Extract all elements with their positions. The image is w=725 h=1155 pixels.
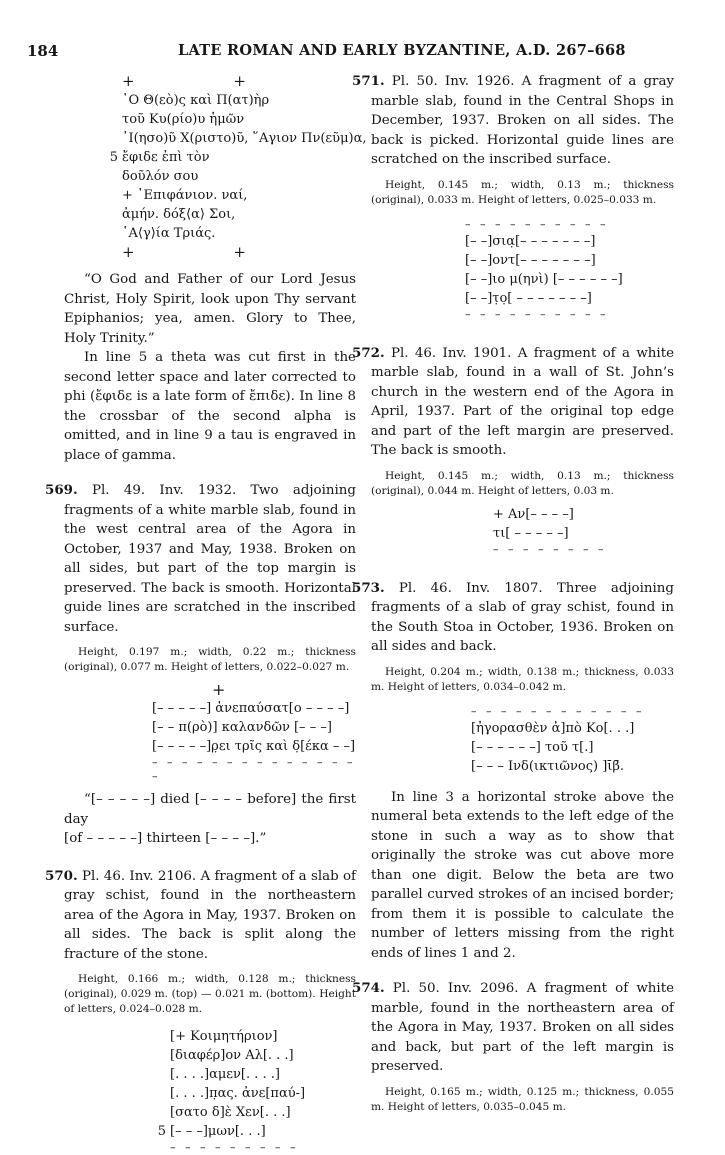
inscription-line: [122, 167, 318, 186]
translation-line: “[– – – – –] died [– – – – before] the first day: [64, 792, 356, 827]
cross-symbol: +: [233, 243, 246, 261]
inscription-line: [122, 91, 318, 110]
line-text: [+ Κοιμητήριον]: [170, 1029, 278, 1044]
inscription-line: [170, 1027, 356, 1046]
left-column: [45, 72, 367, 1155]
measurements: Height, 0.145 m.; width, 0.13 m.; thickness (original), 0.033 m. Height of letters, 0.025–0.033 m.: [371, 178, 674, 206]
entry-description: Pl. 49. Inv. 1932. Two adjoining fragments of a white marble slab, found in the west central area of the Agora in October, 1937 and May, 1938. Broken on all sides, but part of the top margin is preserved. The back is smooth. Horizontal guide lines are scratched in the inscribed surface.: [64, 483, 356, 635]
inscription-line: [170, 1103, 356, 1122]
line-text: ἀμήν. δόξ⟨α⟩ Σοι,: [122, 207, 236, 222]
inscription-line: [109, 148, 318, 167]
line-text: ἔφιδε ἐπὶ τὸν: [122, 150, 210, 165]
commentary: In line 5 a theta was cut first in the second letter space and later corrected to phi (ἔφιδε is a late form of ἔπιδε). In line 8 the crossbar of the second alpha is omitted, and in line 9 a tau is engraved in place of gamma.: [64, 350, 356, 463]
line-text: [διαφέρ]ον Αλ[. . .]: [170, 1048, 294, 1063]
entry-number: 574.: [352, 980, 385, 996]
cross-symbol: +: [122, 243, 135, 261]
inscription-line: [170, 1046, 356, 1065]
measurements: Height, 0.197 m.; width, 0.22 m.; thickness (original), 0.077 m. Height of letters, 0.022–0.027 m.: [64, 646, 356, 673]
inscription-568: [109, 72, 367, 262]
translation: “O God and Father of our Lord Jesus Christ, Holy Spirit, look upon Thy servant Epiphanios; yea, amen. Glory to Thee, Holy Trinity.”: [64, 272, 356, 346]
break-rule: – – – – – – – – –: [170, 1141, 299, 1154]
measurements: Height, 0.166 m.; width, 0.128 m.; thickness (original), 0.029 m. (top) — 0.021 m. (bottom). Height of letters, 0.024–0.028 m.: [64, 973, 356, 1015]
inscription-line: τι[ – – – – –]: [493, 525, 569, 541]
entry-number: 573.: [352, 579, 385, 596]
entry-description: Pl. 46. Inv. 2106. A fragment of a slab of gray schist, found in the northeastern area of the Agora in May, 1937. Broken on all sides. The back is split along the fracture of the stone.: [64, 868, 356, 962]
inscription-line: [– –]τ̣ο̣[ – – – – – – –]: [465, 290, 592, 306]
entry-572: [352, 344, 674, 461]
break-rule: – – – – – – – – – –: [465, 217, 609, 231]
entry-571: [352, 72, 675, 170]
inscription-line: [– – – Ινδ(ικτιῶνος) ]ῑβ̄.: [471, 758, 625, 774]
inscription-line: [– – – – –]ρ̣ει τρῖς καὶ δ̣[έκα – –]: [152, 739, 356, 754]
inscription-line: [157, 1122, 356, 1141]
entry-description: Pl. 46. Inv. 1807. Three adjoining fragments of a slab of gray schist, found in the South Stoa in October, 1936. Broken on all sides and back.: [371, 580, 674, 654]
inscription-570: [157, 1027, 356, 1155]
entry-number: 572.: [352, 344, 385, 361]
cross-symbol: +: [233, 72, 246, 90]
break-rule: – – – – – – – –: [493, 542, 607, 556]
line-text: [– – –]μων[. . .]: [170, 1124, 266, 1139]
line-text: + ᾿Επιφάνιον. ναί,: [122, 188, 248, 203]
entry-description: Pl. 50. Inv. 1926. A fragment of a gray marble slab, found in the Central Shops in December, 1937. Broken on all sides. The back is picked. Horizontal guide lines are scratched on the inscribed surface.: [371, 74, 675, 167]
entry-574: [352, 979, 674, 1077]
inscription-line: [– – – – – –] τοῦ τ[.]: [471, 739, 594, 755]
inscription-572: [493, 505, 674, 557]
entry-number: 569.: [45, 482, 78, 498]
break-rule: – – – – – – – – – – – – – – –: [152, 756, 356, 783]
inscription-line: [122, 129, 367, 148]
entry-number: 571.: [352, 73, 385, 89]
line-text: δοῦλόν σου: [122, 169, 199, 184]
line-text: [. . . .]π̣ας. ἀνε[παύ-]: [170, 1086, 306, 1101]
right-column: [352, 72, 675, 1115]
page-number: 184: [27, 42, 59, 60]
entry-569: [45, 481, 356, 637]
entry-number: 570.: [45, 867, 78, 884]
inscription-line: + Αν[– – – –]: [493, 506, 574, 522]
inscription-line: [– –]ιο μ(ηνὶ) [– – – – – –]: [465, 271, 623, 287]
inscription-569: [152, 681, 356, 784]
entry-description: Pl. 46. Inv. 1901. A fragment of a white marble slab, found in a wall of St. John’s church in the western end of the Agora in April, 1937. Part of the original top edge and part of the left margin are preserved. The back is smooth.: [371, 345, 674, 458]
cross-symbol: +: [122, 72, 135, 90]
commentary: In line 3 a horizontal stroke above the numeral beta extends to the left edge of the stone in such a way as to show that originally the stroke was cut above more than one digit. Below the beta are two parallel curved strokes of an incised border; from them it is possible to calculate the number of letters missing from the right ends of lines 1 and 2.: [371, 789, 674, 961]
inscription-lines: [109, 91, 367, 243]
line-text: ῾Ο Θ(εὸ)ς καὶ Π(ατ)ὴρ: [122, 93, 270, 108]
inscription-571: [465, 218, 674, 322]
entry-573: [352, 579, 674, 657]
inscription-line: [– –]σια̣[– – – – – – –]: [465, 233, 596, 249]
translation-line: [of – – – – –] thirteen [– – – –].”: [64, 831, 267, 846]
inscription-line: [– – – – –] ἀνεπαύσατ[ο – – – –]: [152, 701, 350, 716]
inscription-line: [122, 205, 318, 224]
inscription-line: [– – π(ρὸ)] καλανδῶν [– – –]: [152, 720, 332, 735]
inscription-line: [170, 1084, 356, 1103]
inscription-line: [122, 186, 318, 205]
inscription-line: [122, 110, 318, 129]
inscription-line: [170, 1065, 356, 1084]
entry-description: Pl. 50. Inv. 2096. A fragment of white marble, found in the northeastern area of the Agora in May, 1937. Broken on all sides and back, but part of the left margin is preserved.: [371, 981, 674, 1074]
line-text: ᾿Ι(ησο)ῦ Χ(ριστο)ῦ, ῞Αγιον Πν(εῦμ)α,: [122, 131, 367, 146]
inscription-line: [ἠγορασθὲν ἀ]πὸ Κο[. . .]: [471, 720, 635, 736]
entry-570: [45, 867, 356, 965]
running-title: LATE ROMAN AND EARLY BYZANTINE, A.D. 267–668: [178, 42, 626, 59]
measurements: Height, 0.145 m.; width, 0.13 m.; thickness (original), 0.044 m. Height of letters, 0.03 m.: [371, 469, 674, 497]
inscription-line: [122, 224, 318, 243]
inscription-573: [471, 705, 674, 776]
break-rule: – – – – – – – – – – – –: [471, 704, 645, 718]
line-number: 5: [109, 150, 118, 165]
measurements: Height, 0.204 m.; width, 0.138 m.; thickness, 0.033 m. Height of letters, 0.034–0.042 m.: [371, 665, 674, 693]
break-rule: – – – – – – – – – –: [465, 307, 609, 321]
line-text: [σατο δ]ὲ Χεν[. . .]: [170, 1105, 291, 1120]
inscription-line: [– –]οντ[– – – – – – –]: [465, 252, 596, 268]
line-text: ῾Α⟨γ⟩ία Τριάς.: [122, 226, 216, 241]
cross-symbol: +: [212, 680, 226, 699]
line-text: [. . . .]αμεν[. . . .]: [170, 1067, 281, 1082]
measurements: Height, 0.165 m.; width, 0.125 m.; thickness, 0.055 m. Height of letters, 0.035–0.045 m.: [371, 1085, 674, 1113]
line-text: τοῦ Κυ(ρίο)υ ἡμῶν: [122, 112, 245, 127]
line-number: 5: [157, 1124, 166, 1139]
